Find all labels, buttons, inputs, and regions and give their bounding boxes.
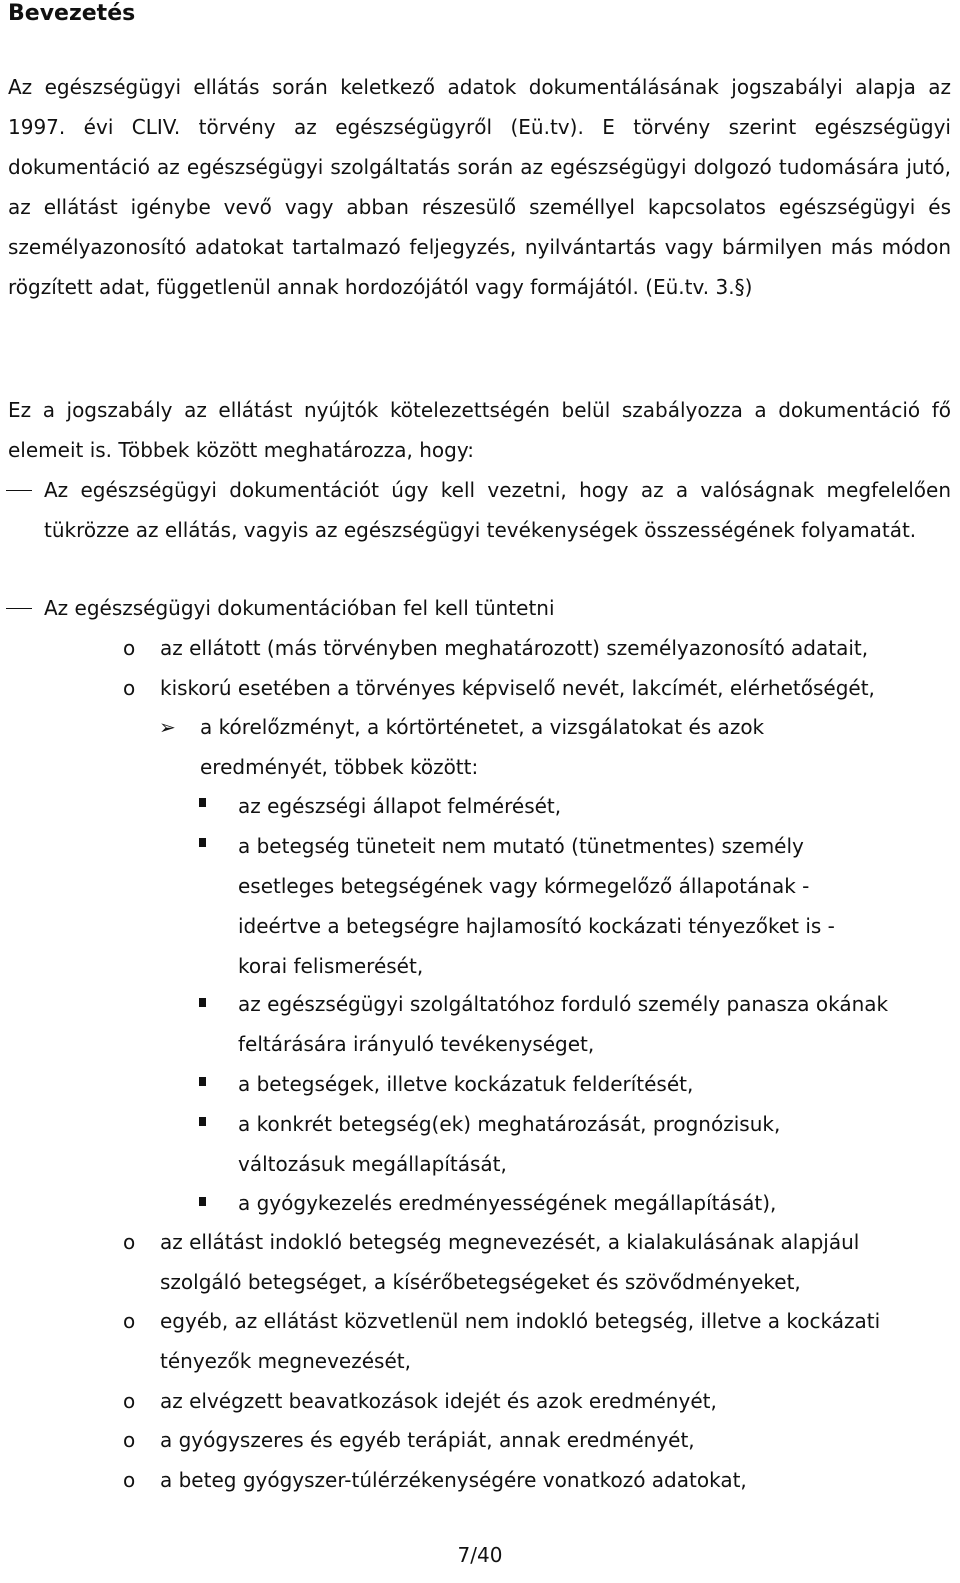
regulation-paragraph: Ez a jogszabály az ellátást nyújtók kötelezettségén belül szabályozza a dokumentáció fő elemeit is. Többek között meghatározza, hogy: [8, 398, 951, 462]
list-item: az elvégzett beavatkozások idejét és azok eredményét, [160, 1389, 717, 1413]
sub-list-item: a gyógykezelés eredményességének megállapítását), [238, 1191, 777, 1215]
circle-bullet: o [123, 1230, 136, 1254]
square-bullet [199, 1117, 206, 1126]
circle-bullet: o [123, 1389, 136, 1413]
sub-list-item: az egészségi állapot felmérését, [238, 794, 562, 818]
circle-bullet: o [123, 1468, 136, 1492]
sub-list-item: az egészségügyi szolgáltatóhoz forduló személy panasza okának feltárására irányuló tevékenységet, [238, 992, 889, 1056]
dash-bullet [6, 608, 32, 609]
dash-bullet [6, 490, 32, 491]
section-heading: Bevezetés [8, 1, 136, 26]
list-item: a gyógyszeres és egyéb terápiát, annak eredményét, [160, 1428, 695, 1452]
square-bullet [199, 998, 206, 1007]
intro-paragraph: Az egészségügyi ellátás során keletkező adatok dokumentálásának jogszabályi alapja az 1997. évi CLIV. törvény az egészségügyről (Eü.tv). E törvény szerint egészségügyi dokumentáció az egészségügyi szolgáltatás során az egészségügyi dolgozó tudomására jutó, az ellátást igénybe vevő vagy abban részesülő személlyel kapcsolatos egészségügyi és személyazonosító adatokat tartalmazó feljegyzés, nyilvántartás vagy bármilyen más módon rögzített adat, függetlenül annak hordozójától vagy formájától. (Eü.tv. 3.§) [8, 75, 951, 299]
sub-list-item: a betegség tüneteit nem mutató (tünetmentes) személy esetleges betegségének vagy kórmegelőző állapotának - ideértve a betegségre hajlamosító kockázati tényezőket is - korai felismerését, [238, 834, 835, 978]
arrow-bullet-icon: ➢ [159, 715, 176, 739]
circle-bullet: o [123, 1428, 136, 1452]
sub-list-item: a betegségek, illetve kockázatuk felderítését, [238, 1072, 694, 1096]
circle-bullet: o [123, 676, 136, 700]
list-item: egyéb, az ellátást közvetlenül nem indokló betegség, illetve a kockázati tényezők megnevezését, [160, 1309, 881, 1373]
page-number: 7/40 [457, 1543, 503, 1567]
dash-list-item: Az egészségügyi dokumentációt úgy kell vezetni, hogy az a valóságnak megfelelően tükrözze az ellátás, vagyis az egészségügyi tevékenységek összességének folyamatát. [44, 478, 951, 542]
dash-list-item: Az egészségügyi dokumentációban fel kell tüntetni [44, 596, 555, 620]
circle-bullet: o [123, 1309, 136, 1333]
list-item: a beteg gyógyszer-túlérzékenységére vonatkozó adatokat, [160, 1468, 747, 1492]
list-item: az ellátást indokló betegség megnevezését, a kialakulásának alapjául szolgáló betegséget, a kísérőbetegségeket és szövődményeket, [160, 1230, 860, 1294]
square-bullet [199, 838, 206, 847]
list-item: az ellátott (más törvényben meghatározott) személyazonosító adatait, [160, 636, 869, 660]
list-item: a kórelőzményt, a kórtörténetet, a vizsgálatokat és azok eredményét, többek között: [200, 715, 765, 779]
list-item: kiskorú esetében a törvényes képviselő nevét, lakcímét, elérhetőségét, [160, 676, 875, 700]
square-bullet [199, 1077, 206, 1086]
square-bullet [199, 1197, 206, 1206]
square-bullet [199, 798, 206, 807]
circle-bullet: o [123, 636, 136, 660]
sub-list-item: a konkrét betegség(ek) meghatározását, prognózisuk, változásuk megállapítását, [238, 1112, 781, 1176]
